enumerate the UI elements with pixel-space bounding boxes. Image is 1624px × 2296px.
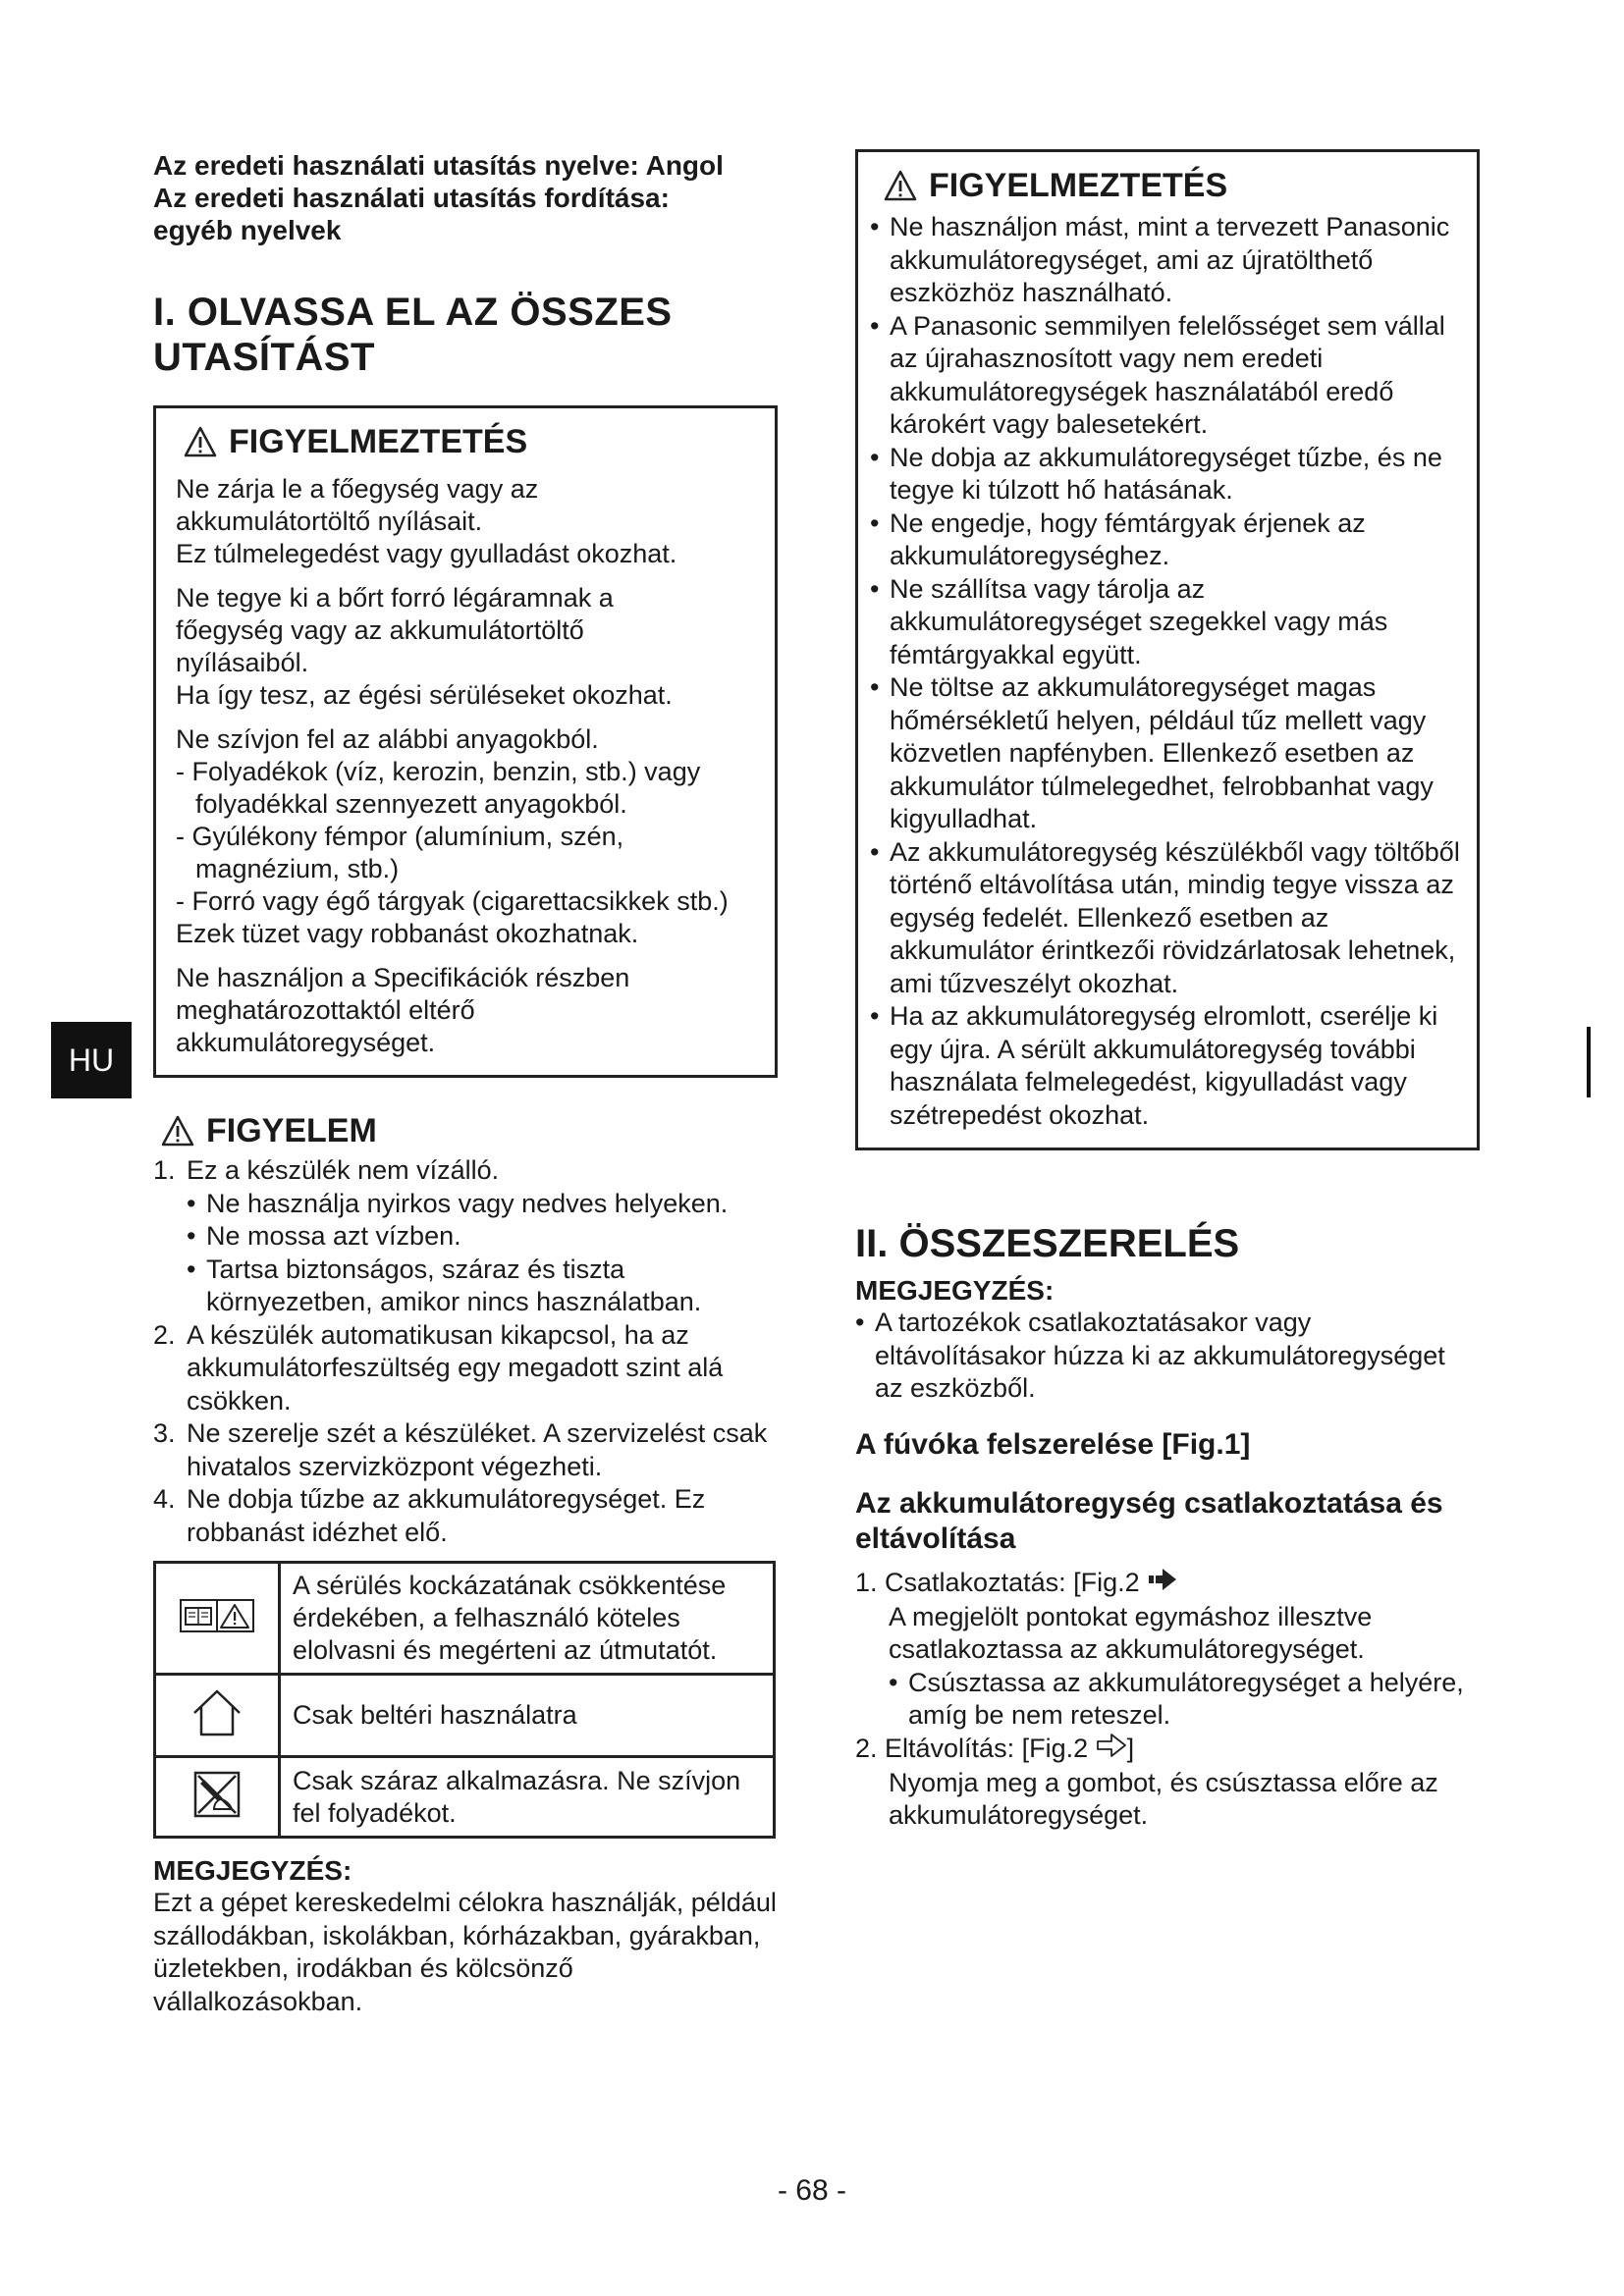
read-manual-warning-icon bbox=[155, 1563, 280, 1675]
margin-marker bbox=[1587, 1027, 1591, 1097]
warning-para: Ne használjon a Specifikációk részben meghatározottaktól eltérő akkumulátoregységet. bbox=[176, 963, 630, 1057]
list-item: • A tartozékok csatlakoztatásakor vagy eltávolításakor húzza ki az akkumulátoregységet az eszközből. bbox=[855, 1308, 1445, 1403]
list-item: 3. Ne szerelje szét a készüléket. A szervizelést csak hivatalos szervizközpont végezheti. bbox=[153, 1418, 768, 1481]
symbol-description: Csak beltéri használatra bbox=[280, 1675, 775, 1757]
warning-para: Ne szívjon fel az alábbi anyagokból. - Folyadékok (víz, kerozin, benzin, stb.) vagy folyadékkal szennyezett anyagokból. - Gyúlékony fémpor (alumínium, szén, magnézium, stb.) - Forró vagy égő tárgyak (cigarettacsikkek stb.) Ezek tüzet vagy robbanást okozhatnak. bbox=[176, 724, 729, 948]
list-item: 4. Ne dobja tűzbe az akkumulátoregységet. Ez robbanást idézhet elő. bbox=[153, 1484, 706, 1547]
no-liquid-icon bbox=[155, 1757, 280, 1838]
list-item: • Ha az akkumulátoregység elromlott, cserélje ki egy újra. A sérült akkumulátoregység további használata felmelegedést, kigyulladást vagy szétrepedést okozhat. bbox=[870, 1001, 1438, 1130]
lang-line: Az eredeti használati utasítás fordítása: bbox=[153, 183, 670, 213]
list-item: • Ne szállítsa vagy tárolja az akkumulátoregységet szegekkel vagy más fémtárgyakkal együtt. bbox=[870, 573, 1388, 669]
list-sub-item: • Tartsa biztonságos, száraz és tiszta környezetben, amikor nincs használatban. bbox=[187, 1254, 702, 1316]
step-2-label: 2. Eltávolítás: [Fig.2 ] bbox=[855, 1733, 1479, 1767]
warning-title: FIGYELMEZTETÉS bbox=[884, 166, 1463, 205]
indoor-house-icon bbox=[155, 1675, 280, 1757]
remove-arrow-icon bbox=[1096, 1733, 1127, 1767]
list-sub-item: • Csúsztassa az akkumulátoregységet a helyére, amíg be nem reteszel. bbox=[889, 1667, 1464, 1731]
note-title: MEGJEGYZÉS: bbox=[855, 1275, 1055, 1306]
warning-triangle-icon bbox=[884, 170, 917, 201]
list-sub-item: • Ne használja nyirkos vagy nedves helyeken. bbox=[187, 1188, 729, 1218]
steps bbox=[855, 1567, 1479, 1833]
attach-arrow-icon bbox=[1147, 1567, 1178, 1601]
list-sub-item: • Ne mossa azt vízben. bbox=[187, 1221, 461, 1251]
lang-line: egyéb nyelvek bbox=[153, 215, 342, 245]
warning-title: FIGYELMEZTETÉS bbox=[184, 422, 755, 461]
step-1-text: A megjelölt pontokat egymáshoz illesztve csatlakoztassa az akkumulátoregységet. bbox=[889, 1601, 1373, 1665]
step-2-text: Nyomja meg a gombot, és csúsztassa előre az akkumulátoregységet. bbox=[889, 1767, 1438, 1831]
table-row bbox=[155, 1757, 775, 1838]
language-info bbox=[153, 149, 777, 246]
list-item: • Ne töltse az akkumulátoregységet magas hőmérsékletű helyen, például tűz mellett vagy közvetlen napfényben. Ellenkező esetben az akkumulátor túlmelegedhet, felrobbanhat vagy kigyulladhat. bbox=[870, 672, 1434, 833]
symbols-table bbox=[153, 1561, 776, 1839]
list-item: 1. Ez a készülék nem vízálló. bbox=[153, 1155, 500, 1185]
list-item: • A Panasonic semmilyen felelősséget sem vállal az újrahasznosított vagy nem eredeti akkumulátoregységek használatából eredő károkért vagy balesetekért. bbox=[870, 310, 1445, 439]
symbol-description: A sérülés kockázatának csökkentése érdekében, a felhasználó köteles elolvasni és megérteni az útmutatót. bbox=[280, 1563, 775, 1675]
page-number: - 68 - bbox=[777, 2174, 847, 2207]
list-item: • Ne használjon mást, mint a tervezett Panasonic akkumulátoregységet, ami az újratölthető eszközhöz használható. bbox=[870, 212, 1450, 307]
list-item: • Ne dobja az akkumulátoregységet tűzbe, és ne tegye ki túlzott hő hatásának. bbox=[870, 442, 1442, 505]
symbol-description: Csak száraz alkalmazásra. Ne szívjon fel folyadékot. bbox=[280, 1757, 775, 1838]
note-title: MEGJEGYZÉS: bbox=[153, 1855, 352, 1886]
lang-line: Az eredeti használati utasítás nyelve: Angol bbox=[153, 150, 724, 181]
right-column bbox=[855, 149, 1479, 1833]
caution-title: FIGYELEM bbox=[161, 1111, 777, 1150]
left-column bbox=[153, 149, 777, 2018]
section-1-title: I. OLVASSA EL AZ ÖSSZES UTASÍTÁST bbox=[153, 291, 673, 379]
warning-para: Ne zárja le a főegység vagy az akkumulátortöltő nyílásait. Ez túlmelegedést vagy gyulladást okozhat. bbox=[176, 474, 677, 568]
warning-para: Ne tegye ki a bőrt forró légáramnak a főegység vagy az akkumulátortöltő nyílásaiból. Ha így tesz, az égési sérüléseket okozhat. bbox=[176, 583, 673, 710]
list-item: • Ne engedje, hogy fémtárgyak érjenek az akkumulátoregységhez. bbox=[870, 507, 1366, 570]
warning-box-left bbox=[153, 405, 778, 1078]
language-tab: HU bbox=[51, 1022, 132, 1098]
list-item: 2. A készülék automatikusan kikapcsol, ha az akkumulátorfeszültség egy megadott szint alá csökken. bbox=[153, 1319, 724, 1415]
step-1-label: 1. Csatlakoztatás: [Fig.2 bbox=[855, 1567, 1479, 1601]
nozzle-heading: A fúvóka felszerelése [Fig.1] bbox=[855, 1427, 1251, 1461]
list-item: • Az akkumulátoregység készülékből vagy töltőből történő eltávolítása után, mindig tegye vissza az egység fedelét. Ellenkező esetben az akkumulátor érintkezői rövidzárlatosak lehetnek, ami tűzveszélyt okozhat. bbox=[870, 836, 1460, 998]
caution-list bbox=[153, 1154, 777, 1549]
table-row bbox=[155, 1675, 775, 1757]
table-row bbox=[155, 1563, 775, 1675]
warning-triangle-icon bbox=[184, 426, 217, 457]
caution-triangle-icon bbox=[161, 1115, 194, 1147]
note-text: Ezt a gépet kereskedelmi célokra használják, például szállodákban, iskolákban, kórházakban, gyárakban, üzletekben, irodákban és kölcsönző vállalkozásokban. bbox=[153, 1888, 777, 2016]
battery-heading: Az akkumulátoregység csatlakoztatása és eltávolítása bbox=[855, 1486, 1443, 1555]
section-2-title: II. ÖSSZESZERELÉS bbox=[855, 1222, 1240, 1265]
warning-box-right bbox=[855, 149, 1480, 1150]
